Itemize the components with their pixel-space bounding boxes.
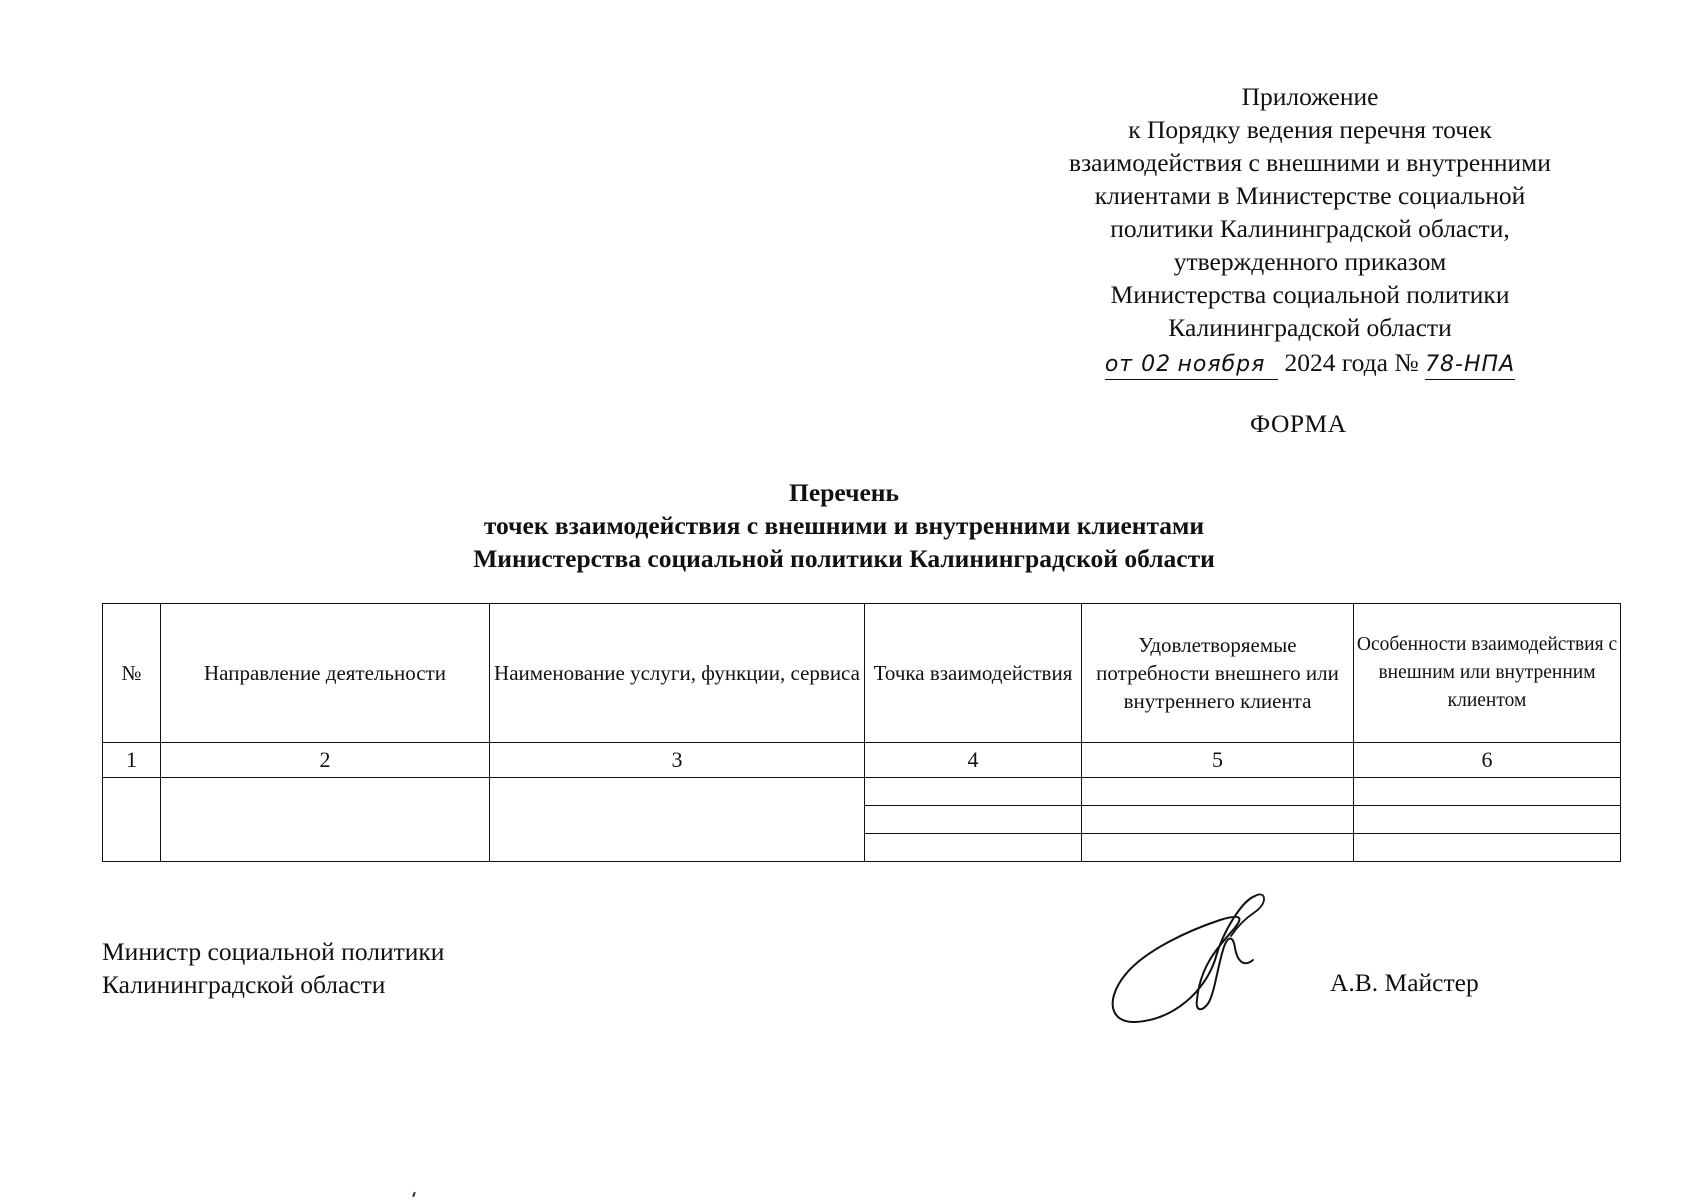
- signature-stroke: [1113, 896, 1255, 1022]
- order-date-line: [980, 346, 1640, 384]
- title-line: точек взаимодействия с внешними и внутренними клиентами: [483, 511, 1205, 540]
- handwritten-month: ноября: [1177, 352, 1266, 377]
- column-number: 6: [1354, 743, 1621, 778]
- table-cell-empty: [1082, 778, 1354, 806]
- signature-position: [102, 935, 444, 1001]
- title-line: Министерства социальной политики Калининградской области: [473, 544, 1215, 573]
- column-number: 4: [865, 743, 1082, 778]
- column-number: 3: [490, 743, 865, 778]
- table-cell-empty: [1082, 834, 1354, 862]
- column-number: 2: [161, 743, 490, 778]
- appendix-line: Министерства социальной политики: [1110, 280, 1510, 309]
- appendix-line: Приложение: [1241, 82, 1379, 111]
- position-line: Министр социальной политики: [102, 937, 445, 966]
- appendix-line: политики Калининградской области,: [1110, 214, 1510, 243]
- title-line: Перечень: [789, 478, 899, 507]
- table-cell-empty: [103, 778, 161, 862]
- header-direction: Направление деятельности: [161, 604, 490, 743]
- scan-speck: [412, 1192, 416, 1197]
- handwritten-order-number: 78-НПА: [1425, 352, 1516, 377]
- appendix-line: взаимодействия с внешними и внутренними: [1069, 148, 1551, 177]
- table-cell-empty: [865, 806, 1082, 834]
- table-cell-empty: [161, 778, 490, 862]
- table-cell-empty: [1354, 778, 1621, 806]
- table-cell-empty: [490, 778, 865, 862]
- document-title: [300, 476, 1388, 575]
- order-number-blank: [1425, 349, 1515, 380]
- handwritten-signature: [1105, 890, 1275, 1025]
- appendix-line: к Порядку ведения перечня точек: [1128, 115, 1492, 144]
- column-number-row: [103, 743, 1621, 778]
- table-cell-empty: [1354, 806, 1621, 834]
- order-year-text: 2024 года №: [1284, 348, 1419, 377]
- table-cell-empty: [1354, 834, 1621, 862]
- header-number: №: [103, 604, 161, 743]
- appendix-line: Калининградской области: [1168, 313, 1452, 342]
- handwritten-day: от 02: [1104, 352, 1172, 377]
- appendix-line: клиентами в Министерстве социальной: [1094, 181, 1526, 210]
- form-label: ФОРМА: [1250, 409, 1347, 438]
- appendix-block: [980, 80, 1640, 384]
- header-client-needs: Удовлетворяемые потребности внешнего или внутреннего клиента: [1082, 604, 1354, 743]
- table-cell-empty: [865, 778, 1082, 806]
- header-interaction-point: Точка взаимодействия: [865, 604, 1082, 743]
- table-row: [103, 778, 1621, 806]
- header-interaction-features: Особенности взаимодействия с внешним или внутренним клиентом: [1354, 604, 1621, 743]
- appendix-line: утвержденного приказом: [1173, 247, 1447, 276]
- interaction-points-table: [102, 603, 1621, 862]
- column-number: 5: [1082, 743, 1354, 778]
- header-service-name: Наименование услуги, функции, сервиса: [490, 604, 865, 743]
- date-day-blank: [1105, 349, 1278, 380]
- table-header-row: [103, 604, 1621, 743]
- position-line: Калининградской области: [102, 970, 386, 999]
- column-number: 1: [103, 743, 161, 778]
- table-cell-empty: [1082, 806, 1354, 834]
- table-cell-empty: [865, 834, 1082, 862]
- signer-name: А.В. Майстер: [1330, 968, 1479, 997]
